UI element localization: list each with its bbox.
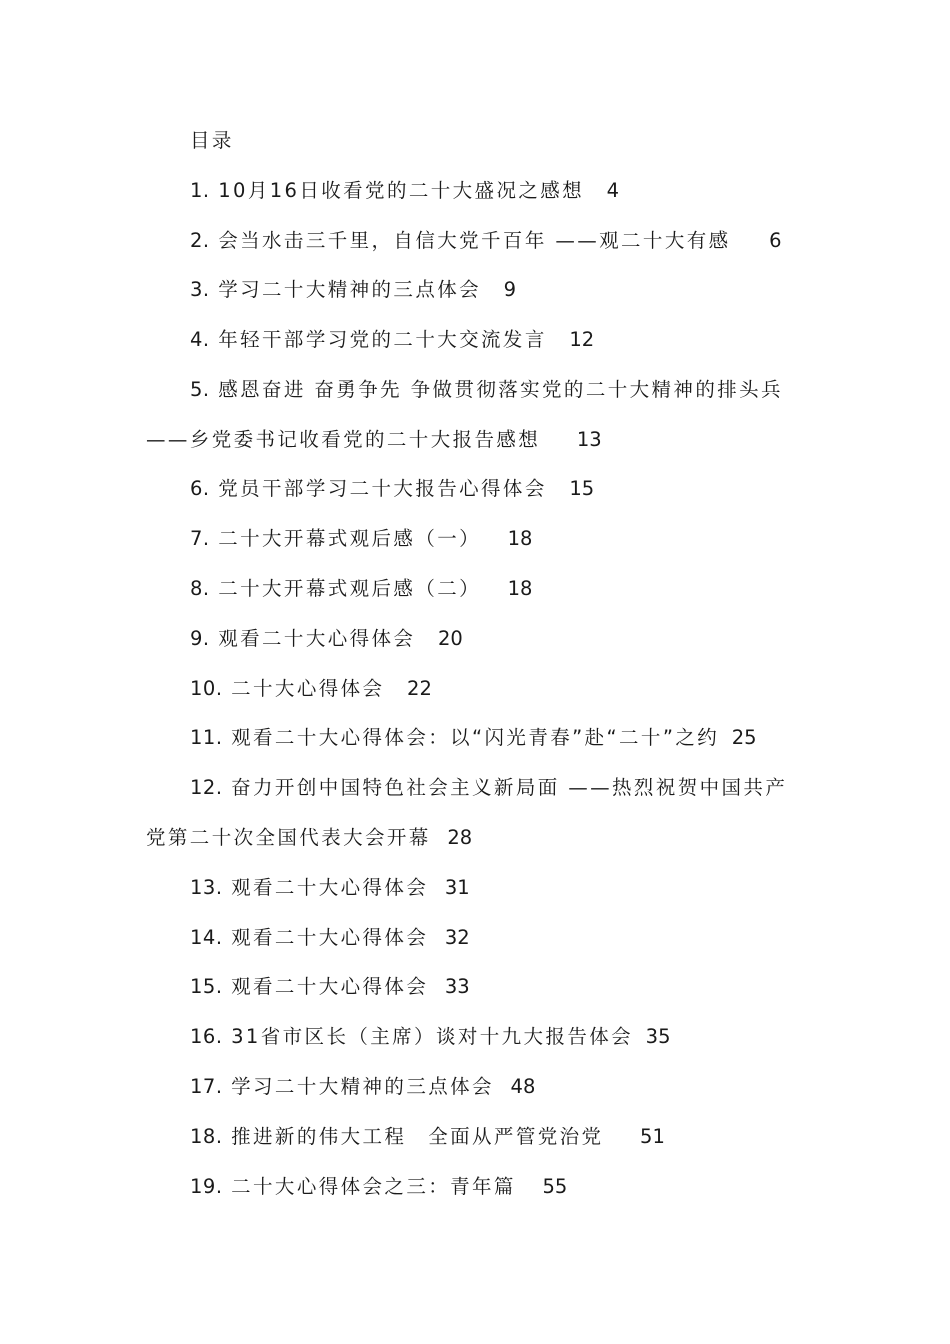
- toc-entry-page: 25: [731, 726, 757, 749]
- toc-entry-title: 推进新的伟大工程 全面从严管党治党: [231, 1125, 604, 1148]
- toc-entry-17: [190, 1073, 535, 1101]
- toc-entry-13: [190, 874, 470, 902]
- toc-entry-title: 党员干部学习二十大报告心得体会: [218, 477, 547, 500]
- toc-entry-page: 35: [645, 1025, 671, 1048]
- toc-entry-16: [190, 1023, 670, 1051]
- toc-entry-page: 4: [606, 179, 620, 202]
- toc-entry-page: 15: [569, 477, 595, 500]
- toc-entry-page: 18: [507, 577, 533, 600]
- toc-entry-number: 15.: [190, 975, 223, 998]
- toc-entry-page: 51: [640, 1125, 665, 1148]
- toc-title: 目录: [190, 129, 234, 152]
- toc-entry-title: 10月16日收看党的二十大盛况之感想: [218, 179, 585, 202]
- toc-entry-number: 17.: [190, 1075, 223, 1098]
- toc-entry-9: [190, 625, 463, 653]
- toc-entry-15: [190, 973, 470, 1001]
- toc-entry-page: 12: [569, 328, 595, 351]
- toc-entry-title: 二十大心得体会: [231, 677, 385, 700]
- toc-entry-number: 4.: [190, 328, 210, 351]
- toc-entry-19: [190, 1173, 567, 1201]
- toc-entry-title: 感恩奋进 奋勇争先 争做贯彻落实党的二十大精神的排头兵: [218, 378, 783, 401]
- toc-entry-title: 二十大开幕式观后感（二）: [218, 577, 482, 600]
- toc-entry-number: 10.: [190, 677, 223, 700]
- toc-entry-title: 观看二十大心得体会: [231, 926, 429, 949]
- toc-entry-page: 22: [407, 677, 432, 700]
- toc-entry-page: 13: [576, 428, 602, 451]
- toc-entry-6: [190, 475, 594, 503]
- toc-entry-number: 6.: [190, 477, 210, 500]
- toc-entry-number: 18.: [190, 1125, 223, 1148]
- toc-entry-page: 9: [503, 278, 517, 301]
- toc-entry-2: [190, 227, 782, 255]
- toc-entry-number: 3.: [190, 278, 210, 301]
- toc-entry-number: 7.: [190, 527, 210, 550]
- toc-entry-number: 9.: [190, 627, 210, 650]
- toc-entry-10: [190, 675, 432, 703]
- toc-entry-page: 31: [444, 876, 470, 899]
- toc-entry-page: 33: [444, 975, 470, 998]
- toc-entry-title: 二十大心得体会之三：青年篇: [231, 1175, 516, 1198]
- toc-entry-title: 会当水击三千里，自信大党千百年 ——观二十大有感: [218, 229, 731, 252]
- toc-entry-page: 32: [444, 926, 470, 949]
- toc-entry-title: 观看二十大心得体会: [231, 876, 429, 899]
- toc-entry-title-continued: ——乡党委书记收看党的二十大报告感想: [146, 428, 541, 451]
- toc-entry-number: 8.: [190, 577, 210, 600]
- toc-entry-number: 5.: [190, 378, 210, 401]
- toc-entry-number: 2.: [190, 229, 210, 252]
- toc-entry-number: 1.: [190, 179, 210, 202]
- toc-entry-1: [190, 177, 619, 205]
- toc-entry-page: 48: [510, 1075, 536, 1098]
- toc-entry-11: [190, 724, 757, 752]
- toc-entry-number: 19.: [190, 1175, 223, 1198]
- toc-entry-page: 55: [542, 1175, 568, 1198]
- toc-entry-title: 奋力开创中国特色社会主义新局面 ——热烈祝贺中国共产: [231, 776, 788, 799]
- toc-entry-title: 学习二十大精神的三点体会: [218, 278, 482, 301]
- toc-entry-5-line2: [146, 426, 602, 454]
- toc-entry-8: [190, 575, 532, 603]
- toc-entry-number: 14.: [190, 926, 223, 949]
- toc-entry-number: 16.: [190, 1025, 223, 1048]
- toc-entry-title: 二十大开幕式观后感（一）: [218, 527, 482, 550]
- toc-entry-3: [190, 276, 516, 304]
- toc-entry-12-line1: [190, 774, 787, 802]
- toc-entry-title-continued: 党第二十次全国代表大会开幕: [146, 826, 431, 849]
- toc-entry-title: 31省市区长（主席）谈对十九大报告体会: [231, 1025, 634, 1048]
- toc-entry-4: [190, 326, 594, 354]
- toc-entry-page: 20: [437, 627, 463, 650]
- toc-entry-5-line1: [190, 376, 783, 404]
- toc-entry-14: [190, 924, 470, 952]
- toc-entry-title: 观看二十大心得体会：以“闪光青春”赴“二十”之约: [231, 726, 720, 749]
- toc-entry-number: 12.: [190, 776, 223, 799]
- toc-entry-page: 28: [447, 826, 473, 849]
- toc-entry-12-line2: [146, 824, 472, 852]
- toc-entry-title: 观看二十大心得体会: [231, 975, 429, 998]
- toc-entry-title: 年轻干部学习党的二十大交流发言: [218, 328, 547, 351]
- toc-entry-number: 11.: [190, 726, 223, 749]
- toc-entry-title: 学习二十大精神的三点体会: [231, 1075, 494, 1098]
- toc-entry-page: 18: [507, 527, 533, 550]
- toc-entry-title: 观看二十大心得体会: [218, 627, 416, 650]
- toc-entry-18: [190, 1123, 665, 1151]
- toc-entry-number: 13.: [190, 876, 223, 899]
- toc-entry-page: 6: [769, 229, 782, 252]
- toc-entry-7: [190, 525, 532, 553]
